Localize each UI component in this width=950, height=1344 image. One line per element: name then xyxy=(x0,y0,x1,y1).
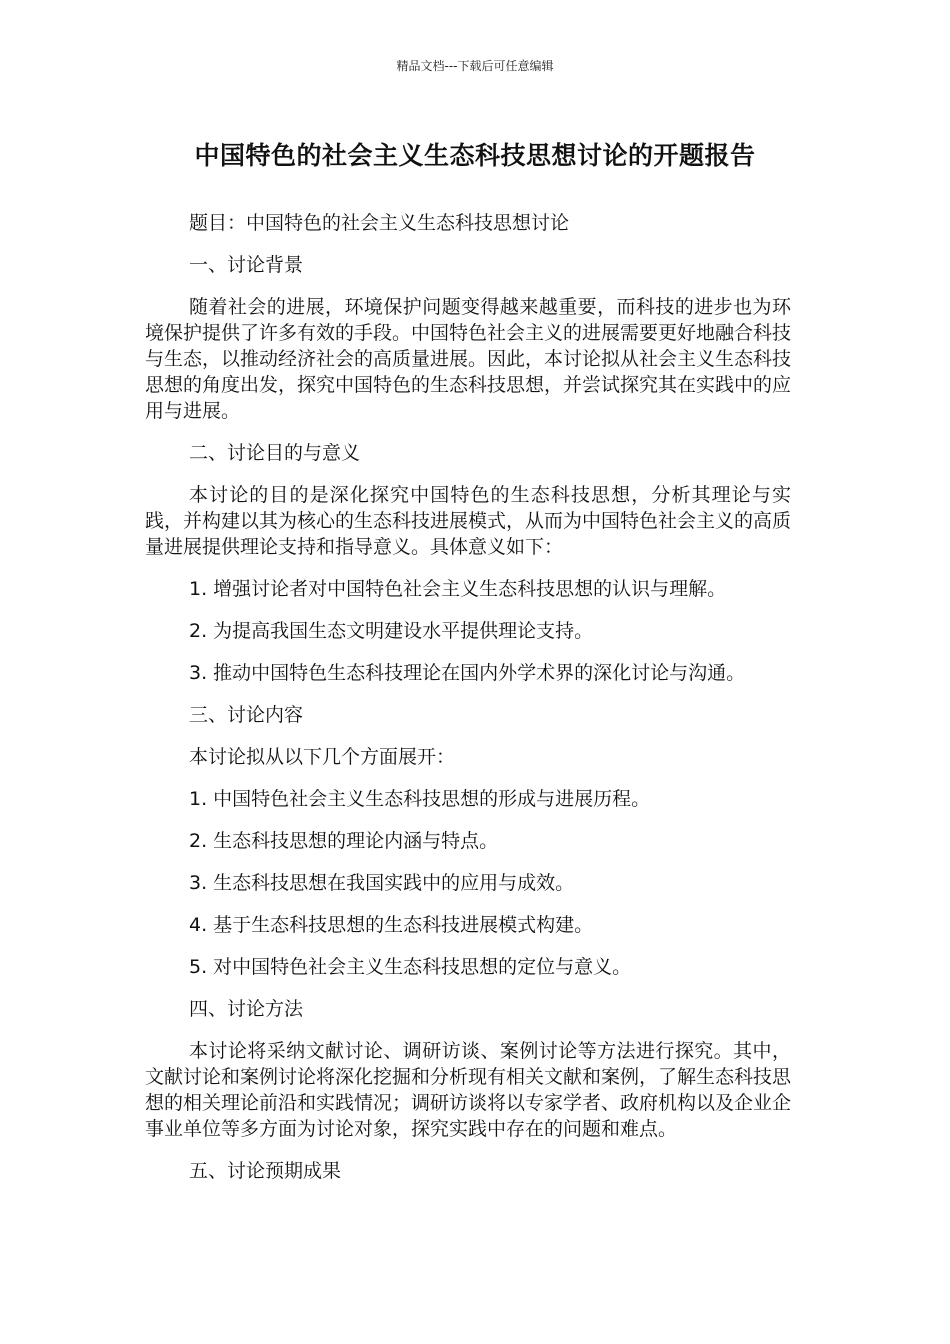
content-list-item: 4. 基于生态科技思想的生态科技进展模式构建。 xyxy=(189,914,594,936)
background-paragraph: 随着社会的进展，环境保护问题变得越来越重要，而科技的进步也为环境保护提供了许多有效的手段。中国特色社会主义的进展需要更好地融合科技与生态，以推动经济社会的高质量进展。因此，本讨论拟从社会主义生态科技思想的角度出发，探究中国特色的生态科技思想，并尝试探究其在实践中的应用与进展。 xyxy=(145,296,792,422)
document-title: 中国特色的社会主义生态科技思想讨论的开题报告 xyxy=(194,141,756,170)
purpose-list-item: 2. 为提高我国生态文明建设水平提供理论支持。 xyxy=(189,620,594,642)
topic-line: 题目：中国特色的社会主义生态科技思想讨论 xyxy=(189,212,570,234)
section-heading-outcomes: 五、讨论预期成果 xyxy=(189,1160,342,1182)
purpose-paragraph: 本讨论的目的是深化探究中国特色的生态科技思想，分析其理论与实践，并构建以其为核心的生态科技进展模式，从而为中国特色社会主义的高质量进展提供理论支持和指导意义。具体意义如下： xyxy=(145,484,792,558)
section-heading-background: 一、讨论背景 xyxy=(189,254,304,276)
content-list-item: 3. 生态科技思想在我国实践中的应用与成效。 xyxy=(189,872,575,894)
section-heading-purpose: 二、讨论目的与意义 xyxy=(189,442,361,464)
section-heading-content: 三、讨论内容 xyxy=(189,704,304,726)
purpose-list-item: 3. 推动中国特色生态科技理论在国内外学术界的深化讨论与沟通。 xyxy=(189,662,746,684)
document-body xyxy=(145,210,791,1200)
methods-paragraph: 本讨论将采纳文献讨论、调研访谈、案例讨论等方法进行探究。其中，文献讨论和案例讨论将深化挖掘和分析现有相关文献和案例，了解生态科技思想的相关理论前沿和实践情况；调研访谈将以专家学者、政府机构以及企业企事业单位等多方面为讨论对象，探究实践中存在的问题和难点。 xyxy=(145,1040,792,1140)
content-intro: 本讨论拟从以下几个方面展开： xyxy=(189,746,456,768)
purpose-list-item: 1. 增强讨论者对中国特色社会主义生态科技思想的认识与理解。 xyxy=(189,578,727,600)
content-list-item: 5. 对中国特色社会主义生态科技思想的定位与意义。 xyxy=(189,956,632,978)
page-header: 精品文档---下载后可任意编辑 xyxy=(396,59,554,73)
content-list-item: 1. 中国特色社会主义生态科技思想的形成与进展历程。 xyxy=(189,788,651,810)
section-heading-methods: 四、讨论方法 xyxy=(189,998,304,1020)
content-list-item: 2. 生态科技思想的理论内涵与特点。 xyxy=(189,830,499,852)
